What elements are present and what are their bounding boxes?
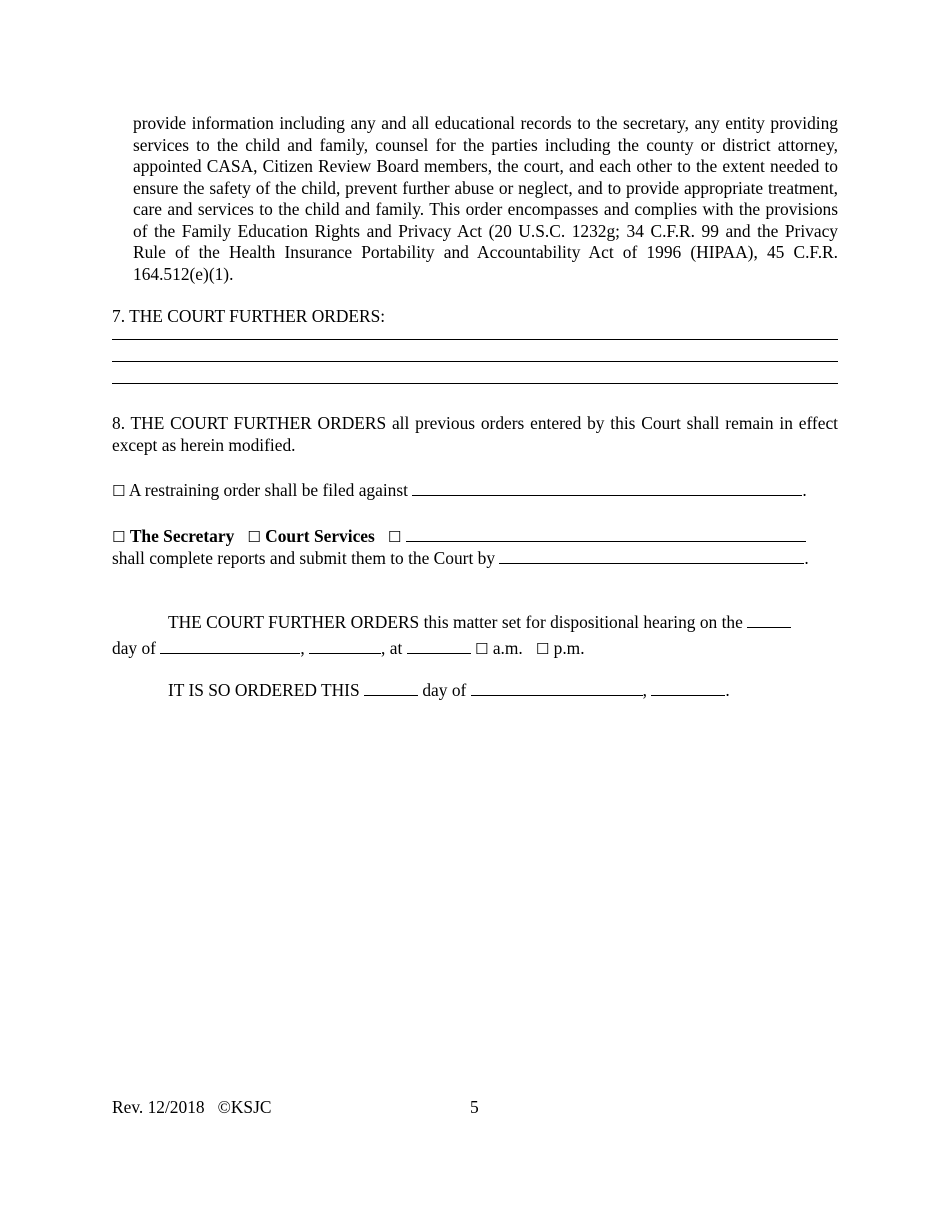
reports-due-date-blank[interactable] xyxy=(499,548,804,564)
secretary-label: The Secretary xyxy=(129,526,235,546)
am-checkbox[interactable]: ☐ xyxy=(475,639,489,658)
ordered-year-blank[interactable] xyxy=(651,680,725,696)
footer-left xyxy=(112,1097,271,1119)
hearing-line-1 xyxy=(112,612,838,634)
hearing-time-blank[interactable] xyxy=(407,638,471,654)
so-ordered-text: IT IS SO ORDERED THIS xyxy=(168,680,360,700)
at-label: , at xyxy=(381,637,403,658)
restraining-order-line xyxy=(112,480,838,502)
restraining-order-checkbox[interactable]: ☐ xyxy=(112,482,126,500)
hearing-year-blank[interactable] xyxy=(309,638,381,654)
period: . xyxy=(804,547,809,568)
hearing-day-blank[interactable] xyxy=(747,612,791,628)
other-reporter-blank[interactable] xyxy=(406,526,806,542)
period: . xyxy=(802,480,807,500)
page-number: 5 xyxy=(470,1097,479,1117)
revision-label: Rev. 12/2018 xyxy=(112,1097,205,1117)
am-label: a.m. xyxy=(492,637,523,658)
day-of-label: day of xyxy=(112,637,156,658)
pm-label: p.m. xyxy=(553,637,585,658)
secretary-checkbox[interactable]: ☐ xyxy=(112,528,126,546)
blank-line-2[interactable] xyxy=(112,340,838,362)
ordered-day-blank[interactable] xyxy=(364,680,418,696)
so-ordered-line xyxy=(112,680,894,702)
blank-line-3[interactable] xyxy=(112,362,838,384)
court-services-checkbox[interactable]: ☐ xyxy=(247,528,261,546)
hearing-month-blank[interactable] xyxy=(160,638,300,654)
court-services-label: Court Services xyxy=(265,526,375,546)
hearing-text: THE COURT FURTHER ORDERS this matter set for dispositional hearing on the xyxy=(168,612,743,632)
continued-paragraph: provide information including any and all educational records to the secretary, any entity providing services to the child and family, counsel for the parties including the county or district attorney, appointed CASA, Citizen Review Board members, the court, and each other to the extent needed to ensure the safety of the child, prevent further abuse or neglect, and to provide appropriate treatment, care and services to the child and family. This order encompasses and complies with the provisions of the Family Education Rights and Privacy Act (20 U.S.C. 1232g; 34 C.F.R. 99 and the Privacy Rule of the Health Insurance Portability and Accountability Act of 1996 (HIPAA), 45 C.F.R. 164.512(e)(1). xyxy=(133,113,838,284)
ordered-day-of: day of xyxy=(422,680,467,700)
section-7-heading: 7. THE COURT FURTHER ORDERS: xyxy=(112,306,386,326)
section-8-text: 8. THE COURT FURTHER ORDERS all previous orders entered by this Court shall remain in effect except as herein modified. xyxy=(112,413,838,455)
period: . xyxy=(725,680,730,700)
comma: , xyxy=(642,680,648,700)
hearing-order xyxy=(112,612,838,659)
reports-block xyxy=(112,526,838,569)
section-7 xyxy=(112,306,838,384)
page-footer xyxy=(112,1097,838,1119)
hearing-line-2 xyxy=(112,638,838,660)
pm-checkbox[interactable]: ☐ xyxy=(535,639,550,658)
other-reporter-checkbox[interactable]: ☐ xyxy=(387,528,402,546)
restraining-party-blank[interactable] xyxy=(412,480,802,496)
copyright-label: ©KSJC xyxy=(217,1097,272,1117)
comma: , xyxy=(300,637,305,658)
reports-due-label: shall complete reports and submit them to the Court by xyxy=(112,547,496,568)
ordered-month-blank[interactable] xyxy=(471,680,643,696)
restraining-order-label: A restraining order shall be filed against xyxy=(128,480,408,500)
reports-options-line xyxy=(112,526,838,548)
reports-due-line xyxy=(112,548,838,570)
